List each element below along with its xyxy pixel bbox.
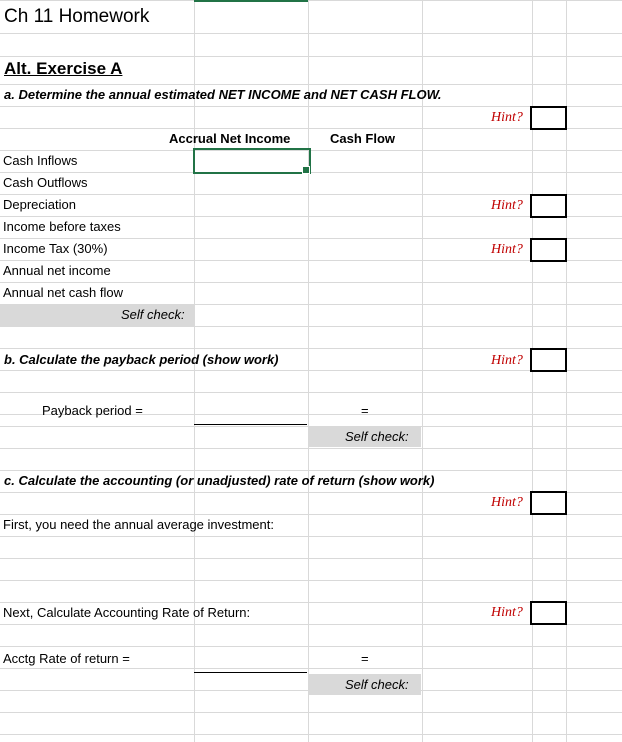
- hint-checkbox-c1[interactable]: [530, 491, 567, 515]
- hint-checkbox-depreciation[interactable]: [530, 194, 567, 218]
- hint-link-tax[interactable]: Hint?: [491, 242, 523, 257]
- row-label-income-before-taxes: Income before taxes: [3, 219, 121, 234]
- header-cash-flow: Cash Flow: [330, 131, 396, 146]
- grid-row-line: [0, 514, 622, 515]
- sheet-title: Ch 11 Homework: [4, 6, 150, 27]
- hint-link-c1[interactable]: Hint?: [491, 495, 523, 510]
- grid-row-line: [0, 448, 622, 449]
- grid-row-line: [0, 172, 622, 173]
- hint-link-depreciation[interactable]: Hint?: [491, 198, 523, 213]
- hint-checkbox-tax[interactable]: [530, 238, 567, 262]
- grid-row-line: [0, 56, 622, 57]
- header-accent: [194, 0, 308, 2]
- payback-label: Payback period =: [42, 403, 143, 418]
- grid-row-line: [0, 470, 622, 471]
- grid-row-line: [0, 150, 622, 151]
- hint-link-b[interactable]: Hint?: [491, 353, 523, 368]
- grid-column-line: [194, 0, 195, 742]
- grid-row-line: [0, 624, 622, 625]
- self-check-b-label: Self check:: [345, 429, 409, 444]
- arr-equals: =: [361, 651, 369, 666]
- hint-link-a[interactable]: Hint?: [491, 110, 523, 125]
- grid-row-line: [0, 194, 622, 195]
- row-label-cash-inflows: Cash Inflows: [3, 153, 78, 168]
- grid-row-line: [0, 492, 622, 493]
- grid-column-line: [422, 0, 423, 742]
- acctg-return-label: Acctg Rate of return =: [3, 651, 130, 666]
- grid-row-line: [0, 602, 622, 603]
- grid-row-line: [0, 712, 622, 713]
- grid-row-line: [0, 128, 622, 129]
- row-label-annual-net-cash-flow: Annual net cash flow: [3, 285, 123, 300]
- grid-row-line: [0, 580, 622, 581]
- grid-row-line: [0, 558, 622, 559]
- payback-equals: =: [361, 403, 369, 418]
- question-b: b. Calculate the payback period (show work): [4, 352, 279, 367]
- hint-link-c2[interactable]: Hint?: [491, 605, 523, 620]
- grid-row-line: [0, 668, 622, 669]
- grid-row-line: [0, 646, 622, 647]
- payback-answer-underline[interactable]: [194, 424, 307, 425]
- grid-row-line: [0, 238, 622, 239]
- grid-row-line: [0, 326, 622, 327]
- grid-row-line: [0, 33, 622, 34]
- grid-row-line: [0, 370, 622, 371]
- hint-checkbox-c2[interactable]: [530, 601, 567, 625]
- grid-row-line: [0, 348, 622, 349]
- grid-row-line: [0, 392, 622, 393]
- row-label-cash-outflows: Cash Outflows: [3, 175, 88, 190]
- hint-checkbox-b[interactable]: [530, 348, 567, 372]
- exercise-subtitle: Alt. Exercise A: [4, 59, 123, 78]
- average-investment-label: First, you need the annual average investment:: [3, 517, 274, 532]
- fill-handle[interactable]: [302, 166, 310, 174]
- row-label-depreciation: Depreciation: [3, 197, 76, 212]
- grid-row-line: [0, 282, 622, 283]
- question-c: c. Calculate the accounting (or unadjusted) rate of return (show work): [4, 473, 435, 488]
- selected-cell[interactable]: [193, 148, 311, 174]
- grid-row-line: [0, 260, 622, 261]
- header-accrual-net-income: Accrual Net Income: [169, 131, 291, 146]
- grid-row-line: [0, 734, 622, 735]
- calculate-arr-label: Next, Calculate Accounting Rate of Return:: [3, 605, 251, 620]
- arr-answer-underline[interactable]: [194, 672, 307, 673]
- hint-checkbox-a[interactable]: [530, 106, 567, 130]
- grid-row-line: [0, 0, 622, 1]
- grid-row-line: [0, 216, 622, 217]
- self-check-c-label: Self check:: [345, 677, 409, 692]
- self-check-a-label: Self check:: [121, 307, 185, 322]
- question-a: a. Determine the annual estimated NET INCOME and NET CASH FLOW.: [4, 87, 442, 102]
- row-label-annual-net-income: Annual net income: [3, 263, 111, 278]
- grid-column-line: [308, 0, 309, 742]
- grid-row-line: [0, 84, 622, 85]
- grid-row-line: [0, 106, 622, 107]
- grid-row-line: [0, 536, 622, 537]
- row-label-income-tax: Income Tax (30%): [3, 241, 108, 256]
